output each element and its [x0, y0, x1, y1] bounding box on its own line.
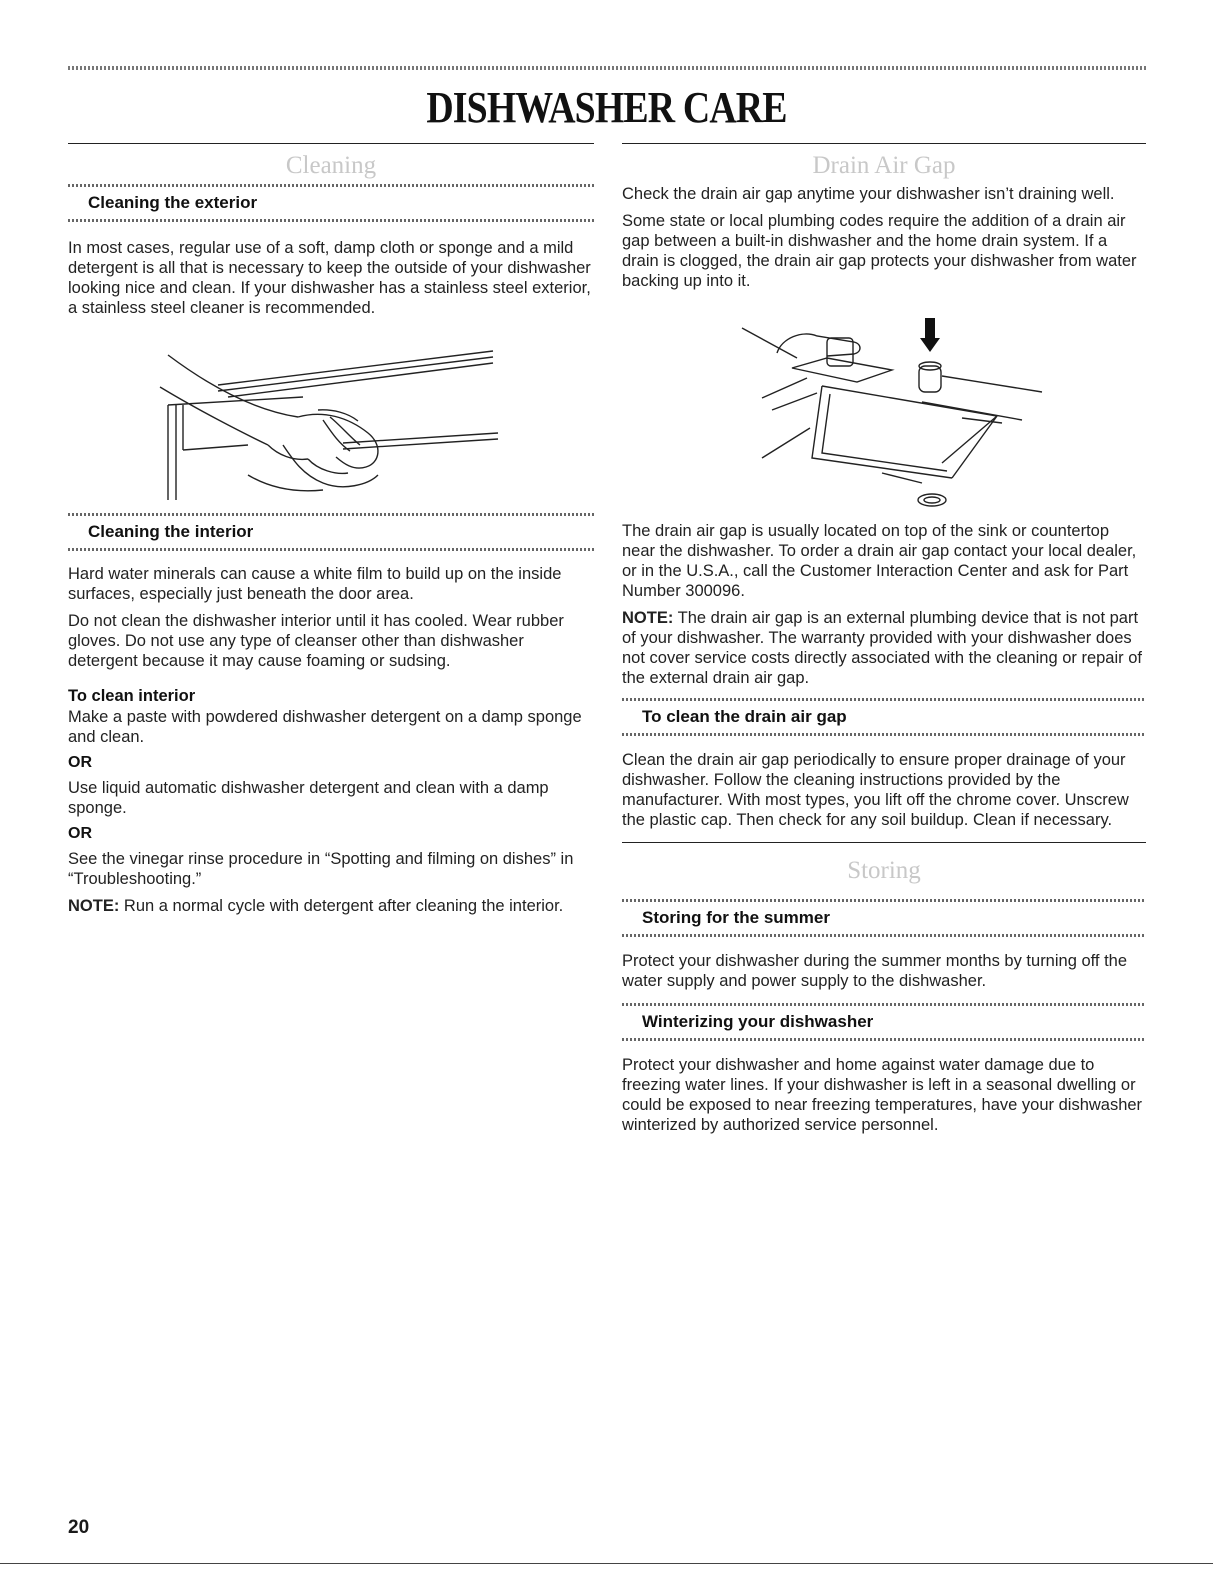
- page-title: DISHWASHER CARE: [426, 83, 787, 132]
- section-rule: [622, 143, 1146, 144]
- page-number: 20: [68, 1517, 90, 1538]
- note-text: The drain air gap is an external plumbing device that is not part of your dishwasher. The warranty provided with your dishwasher does not cover service costs directly associated with the cleaning or repair of the external drain air gap.: [622, 609, 1142, 687]
- interior-text-1: Hard water minerals can cause a white film to build up on the inside surfaces, especially just beneath the door area.: [68, 565, 562, 603]
- drain-text-3: The drain air gap is usually located on top of the sink or countertop near the dishwasher. To order a drain air gap contact your local dealer, or in the U.S.A., call the Customer Interaction Center and ask for Part Number 300096.: [622, 522, 1137, 600]
- interior-step-1: Make a paste with powdered dishwasher detergent on a damp sponge and clean.: [68, 708, 582, 746]
- right-column: [622, 143, 1146, 1142]
- drain-air-gap-illustration: [622, 298, 1146, 513]
- interior-text-2: Do not clean the dishwasher interior until it has cooled. Wear rubber gloves. Do not use any type of cleanser other than dishwasher detergent because it may cause foaming or sudsing.: [68, 612, 564, 670]
- dotted-divider: [622, 1038, 1146, 1041]
- drain-text-1: Check the drain air gap anytime your dishwasher isn’t draining well.: [622, 185, 1115, 203]
- storing-summer-text: Protect your dishwasher during the summer months by turning off the water supply and power supply to the dishwasher.: [622, 952, 1128, 990]
- subheading-cleaning-interior: Cleaning the interior: [88, 522, 254, 541]
- subheading-cleaning-exterior: Cleaning the exterior: [88, 193, 258, 212]
- subheading-winterizing: Winterizing your dishwasher: [642, 1012, 874, 1031]
- section-rule: [68, 143, 594, 144]
- exterior-text: In most cases, regular use of a soft, damp cloth or sponge and a mild detergent is all that is necessary to keep the outside of your dishwasher looking nice and clean. If your dishwasher has a stainless steel exterior, a stainless steel cleaner is recommended.: [68, 239, 591, 317]
- dotted-divider: [68, 219, 594, 222]
- section-title-drain-air-gap: Drain Air Gap: [812, 152, 956, 179]
- or-label: OR: [68, 825, 92, 842]
- top-dotted-band: [68, 66, 1146, 70]
- dotted-divider: [622, 733, 1146, 736]
- left-column: [68, 143, 594, 923]
- dotted-divider: [68, 548, 594, 551]
- section-rule: [622, 842, 1146, 843]
- winterizing-text: Protect your dishwasher and home against water damage due to freezing water lines. If your dishwasher is left in a seasonal dwelling or could be exposed to near freezing temperatures, have your dishwasher winterized by authorized service personnel.: [622, 1056, 1143, 1134]
- drain-text-2: Some state or local plumbing codes require the addition of a drain air gap between a built-in dishwasher and the home drain system. If a drain is clogged, the drain air gap protects your dishwasher from water backing up into it.: [622, 212, 1137, 290]
- interior-step-2: Use liquid automatic dishwasher detergent and clean with a damp sponge.: [68, 779, 549, 817]
- to-clean-interior-heading: To clean interior: [68, 687, 196, 705]
- note-label: NOTE:: [68, 897, 120, 915]
- note-label: NOTE:: [622, 609, 674, 627]
- or-label: OR: [68, 754, 92, 771]
- subheading-clean-drain-air-gap: To clean the drain air gap: [642, 707, 847, 726]
- section-title-storing: Storing: [847, 857, 921, 884]
- bottom-rule: [0, 1563, 1213, 1564]
- dotted-divider: [622, 934, 1146, 937]
- drain-clean-text: Clean the drain air gap periodically to ensure proper drainage of your dishwasher. Follow the cleaning instructions provided by the manufacturer. With most types, you lift off the chrome cover. Unscrew the plastic cap. Then check for any soil buildup. Clean if necessary.: [622, 751, 1129, 829]
- subheading-storing-summer: Storing for the summer: [642, 908, 830, 927]
- wiping-exterior-illustration: [68, 325, 594, 505]
- note-text: Run a normal cycle with detergent after cleaning the interior.: [119, 897, 564, 915]
- drain-note: [622, 608, 1146, 688]
- interior-step-3: See the vinegar rinse procedure in “Spotting and filming on dishes” in “Troubleshooting.”: [68, 850, 574, 888]
- interior-note: [68, 896, 594, 916]
- section-title-cleaning: Cleaning: [285, 152, 377, 179]
